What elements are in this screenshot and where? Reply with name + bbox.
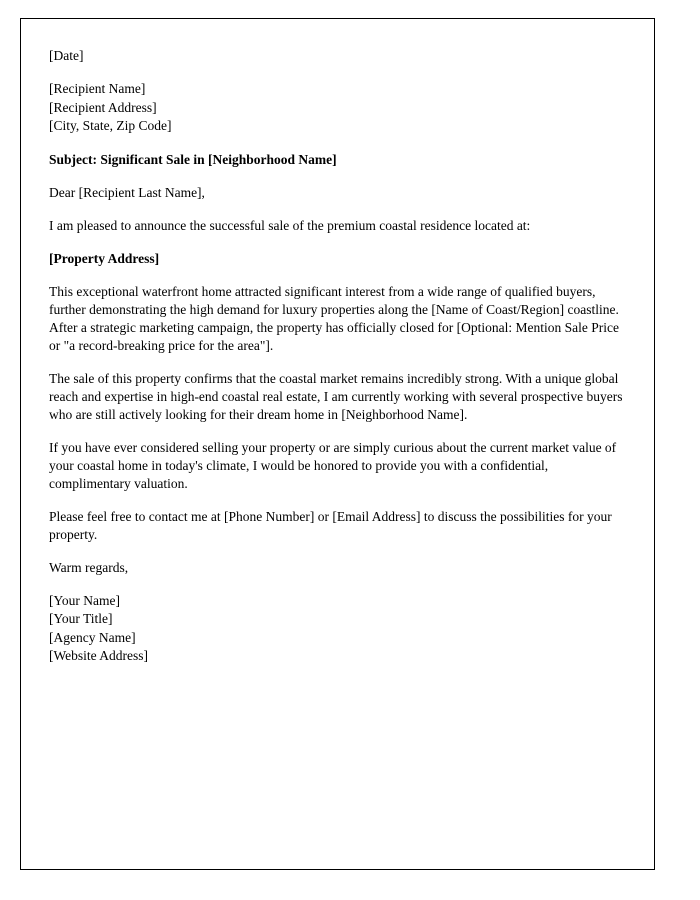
intro-paragraph: I am pleased to announce the successful sale of the premium coastal residence located at: xyxy=(49,217,531,233)
recipient-city-state-zip: [City, State, Zip Code] xyxy=(49,118,172,133)
closing-line: Warm regards, xyxy=(49,559,129,575)
signature-name: [Your Name] xyxy=(49,592,120,608)
letter-document xyxy=(20,18,655,870)
signature-block xyxy=(49,592,626,666)
salutation: Dear [Recipient Last Name], xyxy=(49,184,205,200)
body-paragraph-1: This exceptional waterfront home attracted significant interest from a wide range of qualified buyers, further demonstrating the high demand for luxury properties along the [Name of Coast/Region] coastline. After a strategic marketing campaign, the property has officially closed for [Optional: Mention Sale Price or "a record-breaking price for the area"]. xyxy=(49,283,619,353)
body-paragraph-4: Please feel free to contact me at [Phone Number] or [Email Address] to discuss the possibilities for your property. xyxy=(49,508,612,542)
body-paragraph-3: If you have ever considered selling your property or are simply curious about the current market value of your coastal home in today's climate, I would be honored to provide you with a confidential, complimentary valuation. xyxy=(49,439,617,491)
recipient-name: [Recipient Name] xyxy=(49,81,146,96)
signature-agency: [Agency Name] xyxy=(49,629,136,645)
date-line: [Date] xyxy=(49,48,84,63)
subject-line: Subject: Significant Sale in [Neighborhood Name] xyxy=(49,151,337,167)
property-address-line: [Property Address] xyxy=(49,250,160,266)
recipient-block xyxy=(49,80,626,136)
signature-title: [Your Title] xyxy=(49,611,113,626)
signature-website: [Website Address] xyxy=(49,648,149,663)
recipient-address: [Recipient Address] xyxy=(49,99,157,115)
body-paragraph-2: The sale of this property confirms that the coastal market remains incredibly strong. With a unique global reach and expertise in high-end coastal real estate, I am currently working with several prospective buyers who are still actively looking for their dream home in [Neighborhood Name]. xyxy=(49,370,623,422)
